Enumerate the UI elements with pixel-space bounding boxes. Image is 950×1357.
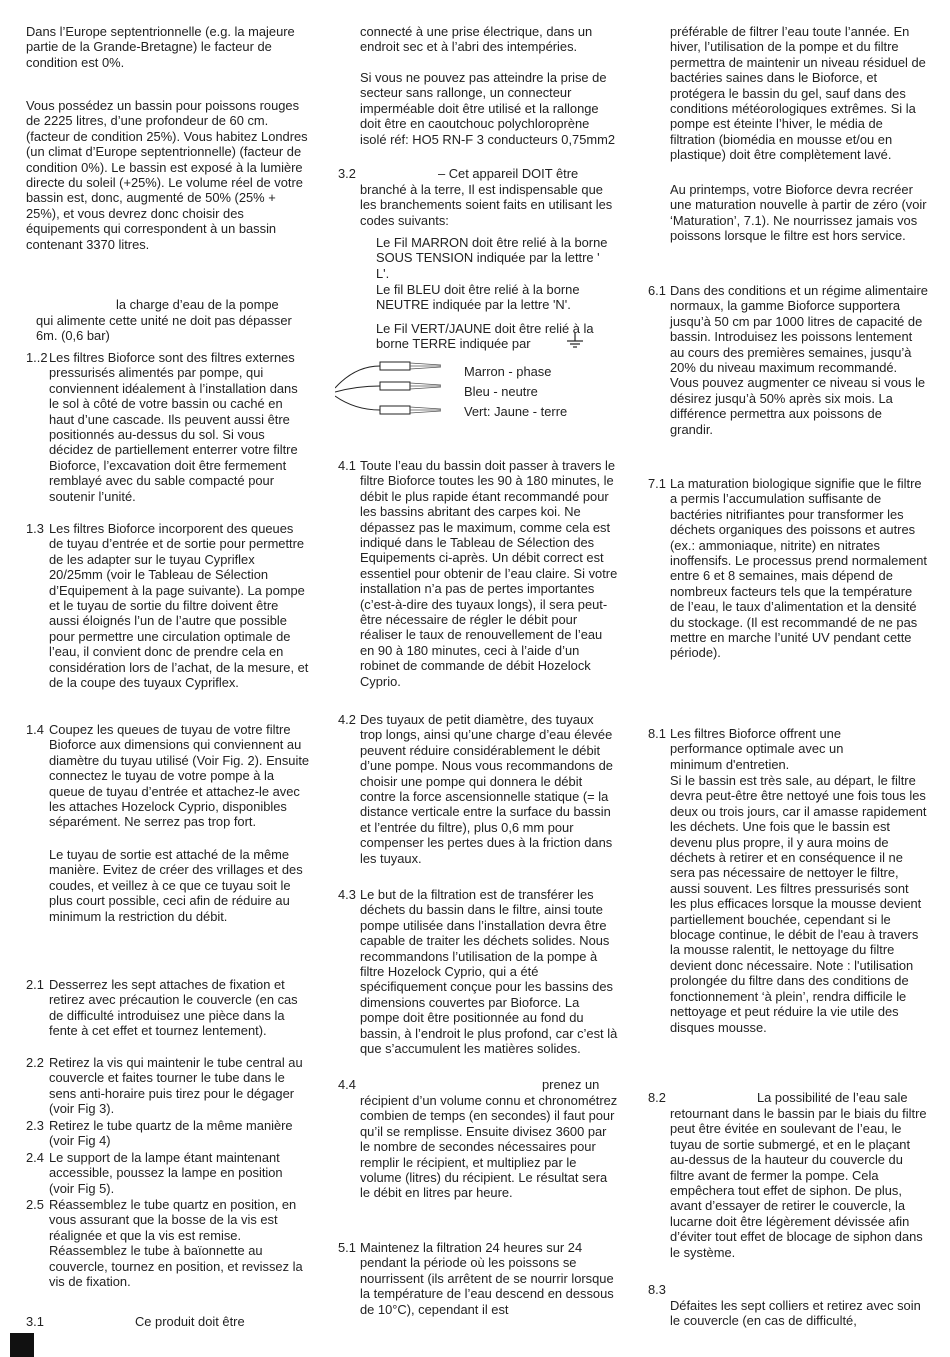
- section-4-1-text: Toute l’eau du bassin doit passer à travers le filtre Bioforce toutes les 90 à 180 minutes, le débit le plus rapide étant recommandé pour les bassins abritant des carpes koi. Ne dépassez pas le maximum, comme cela est indiqué dans le Tableau de Sélection des Equipements ci-après. Un débit correct est essentiel pour obtenir de l’eau claire. Si votre installation n’a pas de pertes importantes (c’est-à-dire des tuyaux longs), il sera peut-être nécessaire de régler le débit pour réaliser le taux de renouvellement de l’eau en 90 à 180 minutes, ceci à l’aide d’un robinet de commande de débit Hozelock Cyprio.: [360, 458, 618, 689]
- col3-continued-text: préférable de filtrer l’eau toute l’année. En hiver, l’utilisation de la pompe et du filtre permettra de maintenir un niveau résiduel de bactéries saines dans le Bioforce, et protégera le bassin du gel, sauf dans des conditions météorologiques extrêmes. Si la pompe est éteinte l’hiver, le média de filtration (biomédia en mousse et/ou en plastique) doit être complètement lavé.: [670, 24, 926, 163]
- section-number: 4.2: [338, 712, 356, 727]
- section-2-5-text: Réassemblez le tube quartz en position, en vous assurant que la bosse de la vis est réalignée et que la vis est remise. Réassemblez le tube à baïonnette au couvercle, tournez en position, et revissez la vis de fixation.: [49, 1197, 303, 1290]
- section-number: 1..2: [26, 350, 48, 365]
- section-8-2-text-a: La possibilité de l’eau sale: [757, 1090, 908, 1105]
- section-number: 3.1: [26, 1314, 44, 1329]
- section-3-2-text-b: branché à la terre, Il est indispensable que les branchements soient faits en utilisant les codes suivants:: [360, 182, 613, 228]
- cable-wiring-diagram: [335, 358, 450, 420]
- section-2-2-text: Retirez la vis qui maintenir le tube central au couvercle et faites tourner le tube dans le sens anti-horaire puis tirez pour le dégager (voir Fig 3).: [49, 1055, 303, 1117]
- section-8-1-text-a: Les filtres Bioforce offrent une performance optimale avec un minimum d'entretien.: [670, 726, 844, 772]
- section-number: 2.1: [26, 977, 44, 992]
- blue-wire-text: Le fil BLEU doit être relié à la borne NEUTRE indiquée par la lettre 'N'.: [376, 282, 580, 313]
- section-3-1-text: Ce produit doit être: [135, 1314, 245, 1329]
- col2-extension-text: Si vous ne pouvez pas atteindre la prise de secteur sans rallonge, un connecteur imperméable doit être utilisé et la rallonge doit être en caoutchouc polychloroprène isolé réf: HO5 RN-F 3 conducteurs 0,75mm2: [360, 70, 616, 147]
- section-number: 1.4: [26, 722, 44, 737]
- section-number: 4.1: [338, 458, 356, 473]
- section-number: 3.2: [338, 166, 356, 181]
- section-number: 4.3: [338, 887, 356, 902]
- brown-wire-text: Le Fil MARRON doit être relié à la borne SOUS TENSION indiquée par la lettre ' L'.: [376, 235, 608, 281]
- section-number: 2.2: [26, 1055, 44, 1070]
- intro-paragraph-2: Vous possédez un bassin pour poissons rouges de 2225 litres, d’une profondeur de 60 cm. (facteur de condition 25%). Vous habitez Londres (un climat d’Europe septentrionnelle) (facteur de condition 0%). Le bassin est exposé à la lumière directe du soleil (+25%). Le volume réel de votre bassin est, donc, augmenté de 50% (25% + 25%), et vous devrez donc choisir des équipements qui correspondent à un bassin contenant 3370 litres.: [26, 98, 308, 252]
- wire-label-earth: Vert: Jaune - terre: [464, 404, 568, 419]
- pump-head-text-b: qui alimente cette unité ne doit pas dépasser 6m. (0,6 bar): [36, 313, 292, 344]
- page-corner-marker: [10, 1333, 34, 1357]
- section-8-1-text-b: Si le bassin est très sale, au départ, le filtre devra peut-être être nettoyé une fois tous les deux ou trois jours, car il amasse rapidement les déchets. Une fois que le bassin est devenu plus propre, il y aura moins de déchets à retirer et en conséquence il ne sera pas nécessaire de nettoyer le filtre, aussi souvent. Les filtres pressurisés sont les plus efficaces lorsque la mousse devient partiellement bouchée, cependant si le blocage continue, le débit de l'eau à travers la mousse ralentit, le nettoyage du filtre devient donc nécessaire. Note : l'utilisation prolongée du filtre dans des conditions de fonctionnement ‘à plein’, rendra difficile le nettoyage et peut réduire la vie utile des disques mousse.: [670, 773, 927, 1035]
- section-1-4-text-b: Le tuyau de sortie est attaché de la même manière. Evitez de créer des vrillages et des coudes, et veillez à ce que ce tuyau soit le plus court possible, ceci afin de réduire au minimum la restriction du débit.: [49, 847, 303, 924]
- intro-paragraph-1: Dans l’Europe septentrionnelle (e.g. la majeure partie de la Grande-Bretagne) le facteur de condition est 0%.: [26, 24, 295, 70]
- section-4-4-text-a: prenez un: [542, 1077, 600, 1092]
- section-number: 4.4: [338, 1077, 356, 1092]
- section-2-1-text: Desserrez les sept attaches de fixation et retirez avec précaution le couvercle (en cas de difficulté introduisez une pièce dans la fente à cet effet et tournez lentement).: [49, 977, 298, 1039]
- pump-head-text-a: la charge d’eau de la pompe: [116, 297, 279, 312]
- section-number: 7.1: [648, 476, 666, 491]
- section-7-1-text: La maturation biologique signifie que le filtre a permis l’accumulation suffisante de bactéries nitrifiantes pour transformer les déchets organiques des poissons et autres (ex.: ammoniaque, nitrite) en nitrates inoffensifs. Le processus prend normalement entre 6 et 8 semaines, mais dépend de nombreux facteurs tels que la température de l’eau, le taux d’alimentation et la densité du stockage. (Il est recommandé de ne pas mettre en marche l’unité UV pendant cette période).: [670, 476, 928, 661]
- section-number: 8.2: [648, 1090, 666, 1105]
- section-number: 2.5: [26, 1197, 44, 1212]
- section-number: 6.1: [648, 283, 666, 298]
- section-number: 8.3: [648, 1282, 666, 1297]
- section-8-3-text: Défaites les sept colliers et retirez avec soin le couvercle (en cas de difficulté,: [670, 1298, 921, 1329]
- col3-spring-text: Au printemps, votre Bioforce devra recréer une maturation nouvelle à partir de zéro (voir ‘Maturation’, 7.1). Ne nourrissez jamais vos poissons lorsque le filtre est hors service.: [670, 182, 927, 244]
- section-number: 8.1: [648, 726, 666, 741]
- section-4-2-text: Des tuyaux de petit diamètre, des tuyaux trop longs, ainsi qu’une charge d’eau élevée peuvent réduire considérablement le débit d’une pompe. Nous vous recommandons de choisir une pompe qui donnera le débit contre la force ascensionnelle statique (= la distance verticale entre la surface du bassin et l’entrée du filtre), plus 0,6 mm pour compenser les pertes dues à la friction dans les tuyaux.: [360, 712, 613, 866]
- section-5-1-text: Maintenez la filtration 24 heures sur 24 pendant la période où les poissons se nourrissent (ils arrêtent de se nourrir lorsque la température de l’eau descend en dessous de 10°C), cependant il est: [360, 1240, 614, 1317]
- section-1-4-text: Coupez les queues de tuyau de votre filtre Bioforce aux dimensions qui conviennent au diamètre du tuyau utilisé (Voir Fig. 2). Ensuite connectez le tuyau de votre pompe à la queue de tuyau d’entrée et attachez-le avec les attaches Hozelock Cyprio, disponibles séparément. Ne serrez pas trop fort.: [49, 722, 310, 830]
- earth-symbol-icon: [565, 333, 585, 351]
- section-4-4-text-b: récipient d’un volume connu et chronométrez combien de temps (en secondes) il faut pour qu’il se remplisse. Ensuite divisez 3600 par le nombre de secondes nécessaires pour remplir le récipient, et multipliez par le volume (litres) du récipient. Le résultat sera le débit en litres par heure.: [360, 1093, 618, 1201]
- wire-label-brown: Marron - phase: [464, 364, 552, 379]
- col2-continued-text: connecté à une prise électrique, dans un endroit sec et à l’abri des intempéries.: [360, 24, 593, 55]
- section-6-1-text: Dans des conditions et un régime alimentaire normaux, la gamme Bioforce supportera jusqu’à 50 cm par 1000 litres de capacité de bassin. Introduisez les poissons lentement au cours des premières semaines, jusqu’à 20% du niveau maximum recommandé. Vous pouvez augmenter ce niveau si vous le désirez jusqu’à 50% après six mois. La différence permettra aux poissons de grandir.: [670, 283, 928, 437]
- section-8-2-text-b: retournant dans le bassin par le biais du filtre peut être évitée en soulevant de l’eau, le tuyau de sortie submergé, et en le plaçant au-dessus de la hauteur du couvercle du filtre avant de fermer la pompe. Cela empêchera tout effet de siphon. De plus, avant d’essayer de retirer le couvercle, la lucarne doit être légèrement dévissée afin d’éviter tout effet de blocage de siphon dans le système.: [670, 1106, 927, 1260]
- section-number: 5.1: [338, 1240, 356, 1255]
- section-2-4-text: Le support de la lampe étant maintenant accessible, poussez la lampe en position (voir Fig 5).: [49, 1150, 283, 1196]
- section-number: 1.3: [26, 521, 44, 536]
- earth-wire-text: Le Fil VERT/JAUNE doit être relié à la borne TERRE indiquée par: [376, 321, 594, 352]
- section-1-2-text: Les filtres Bioforce sont des filtres externes pressurisés alimentés par pompe, qui conviennent idéalement à l’installation dans le sol à côté de votre bassin ou caché en haut d’une cascade. Ils peuvent aussi être positionnés au-dessus du sol. Si vous décidez de partiellement enterrer votre filtre Bioforce, l’excavation doit être fermement remblayé avec du sable compacté pour soutenir l’unité.: [49, 350, 298, 504]
- section-4-3-text: Le but de la filtration est de transférer les déchets du bassin dans le filtre, ainsi toute pompe utilisée dans l’installation devra être capable de traiter les déchets solides. Nous recommandons l’utilisation de la pompe à filtre Hozelock Cyprio, qui a été spécifiquement conçue pour les bassins des dimensions couvertes par Bioforce. La pompe doit être positionnée au fond du bassin, à l’endroit le plus profond, car c’est là que s’accumulent les matières solides.: [360, 887, 618, 1057]
- section-number: 2.3: [26, 1118, 44, 1133]
- section-1-3-text: Les filtres Bioforce incorporent des queues de tuyau d’entrée et de sortie pour permettre de les adapter sur le tuyau Cypriflex 20/25mm (voir le Tableau de Sélection d’Equipement à la page suivante). La pompe et le tuyau de sortie du filtre doivent être aussi éloignés l’un de l’autre que possible pour permettre une circulation optimale de l’eau, il convient donc de prendre cela en considération lors de l’achat, de la mesure, et de la coupe des tuyaux Cypriflex.: [49, 521, 309, 691]
- wire-label-blue: Bleu - neutre: [464, 384, 538, 399]
- section-number: 2.4: [26, 1150, 44, 1165]
- section-2-3-text: Retirez le tube quartz de la même manière (voir Fig 4): [49, 1118, 293, 1149]
- section-3-2-text-a: – Cet appareil DOIT être: [438, 166, 579, 181]
